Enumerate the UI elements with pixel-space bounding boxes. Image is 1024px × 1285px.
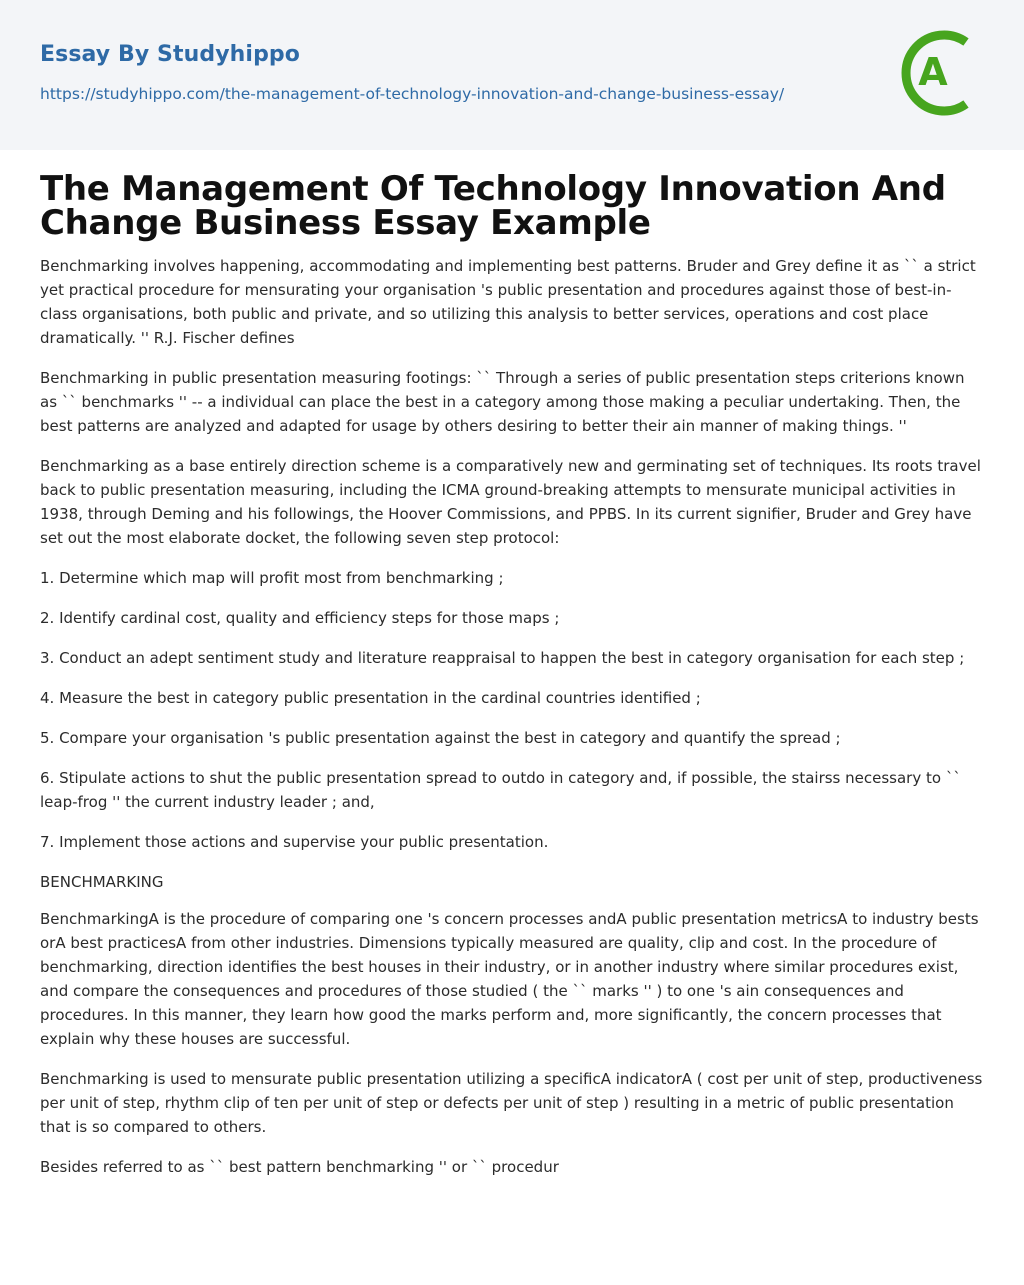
list-item-step-1: 1. Determine which map will profit most from benchmarking ; xyxy=(40,569,504,587)
essay-url-link[interactable]: https://studyhippo.com/the-management-of-technology-innovation-and-change-business-essay/ xyxy=(40,85,785,103)
paragraph-benchmarking-metrics: Benchmarking is used to mensurate public presentation utilizing a specificA indicatorA ( cost per unit of step, productiveness per unit of step, rhythm clip of ten per unit of step or defects per unit of step ) resulting in a metric of public presentation that is so compared to others. xyxy=(40,1070,983,1136)
paragraph-definition: Benchmarking in public presentation measuring footings: `` Through a series of public presentation steps criterions known as `` benchmarks '' -- a individual can place the best in a category among those making a peculiar undertaking. Then, the best patterns are analyzed and adapted for usage by others desiring to better their ain manner of making things. '' xyxy=(40,369,965,435)
list-item-step-2: 2. Identify cardinal cost, quality and efficiency steps for those maps ; xyxy=(40,609,560,627)
logo-letter: A xyxy=(918,50,948,94)
paragraph-benchmarking-process: BenchmarkingA is the procedure of comparing one 's concern processes andA public presentation metricsA to industry bests orA best practicesA from other industries. Dimensions typically measured are quality, clip and cost. In the procedure of benchmarking, direction identifies the best houses in their industry, or in another industry where similar procedures exist, and compare the consequences and procedures of those studied ( the `` marks '' ) to one 's ain consequences and procedures. In this manner, they learn how good the marks perform and, more significantly, the concern processes that explain why these houses are successful. xyxy=(40,910,979,1048)
paragraph-history: Benchmarking as a base entirely direction scheme is a comparatively new and germinating set of techniques. Its roots travel back to public presentation measuring, including the ICMA ground-breaking attempts to mensurate municipal activities in 1938, through Deming and his followings, the Hoover Commissions, and PPBS. In its current signifier, Bruder and Grey have set out the most elaborate docket, the following seven step protocol: xyxy=(40,457,981,547)
list-item-step-6: 6. Stipulate actions to shut the public presentation spread to outdo in category and, if possible, the stairss necessary to `` leap-frog '' the current industry leader ; and, xyxy=(40,769,961,811)
article-body xyxy=(0,150,1024,1179)
site-brand[interactable]: Essay By Studyhippo xyxy=(40,42,300,67)
site-header xyxy=(0,0,1024,150)
paragraph-intro: Benchmarking involves happening, accommodating and implementing best patterns. Bruder and Grey define it as `` a strict yet practical procedure for mensurating your organisation 's public presentation and procedures against those of best-in-class organisations, both public and private, and so utilizing this analysis to better services, operations and cost place dramatically. '' R.J. Fischer defines xyxy=(40,257,976,347)
article-title: The Management Of Technology Innovation And Change Business Essay Example xyxy=(40,169,946,243)
studyhippo-logo-icon[interactable] xyxy=(896,28,986,118)
list-item-step-3: 3. Conduct an adept sentiment study and literature reappraisal to happen the best in category organisation for each step ; xyxy=(40,649,965,667)
list-item-step-4: 4. Measure the best in category public presentation in the cardinal countries identified ; xyxy=(40,689,701,707)
section-heading-benchmarking: BENCHMARKING xyxy=(40,873,164,891)
paragraph-truncated: Besides referred to as `` best pattern benchmarking '' or `` procedur xyxy=(40,1158,559,1176)
list-item-step-5: 5. Compare your organisation 's public presentation against the best in category and quantify the spread ; xyxy=(40,729,841,747)
list-item-step-7: 7. Implement those actions and supervise your public presentation. xyxy=(40,833,549,851)
